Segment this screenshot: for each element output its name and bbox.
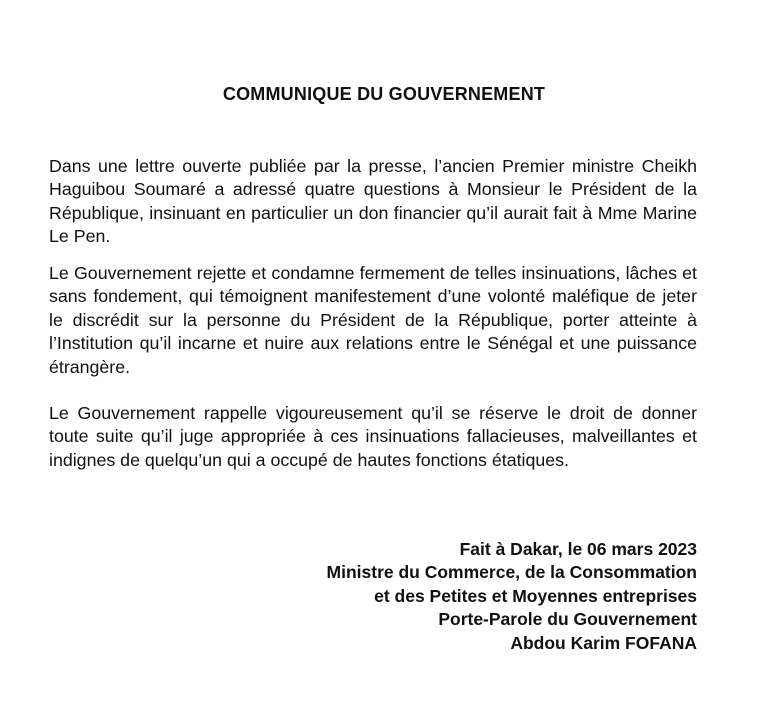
signature-name: Abdou Karim FOFANA [510,632,697,653]
paragraph-2: Le Gouvernement rejette et condamne fermement de telles insinuations, lâches et sans fondement, qui témoignent manifestement d’une volonté maléfique de jeter le discrédit sur la personne du Président de la République, porter atteinte à l’Institution qu’il incarne et nuire aux relations entre le Sénégal et une puissance étrangère. [49,263,697,377]
signature-role-line-3: Porte-Parole du Gouvernement [438,609,697,630]
signature-place-date: Fait à Dakar, le 06 mars 2023 [459,539,697,559]
paragraph-3: Le Gouvernement rappelle vigoureusement qu’il se réserve le droit de donner toute suite qu’il juge appropriée à ces insinuations fallacieuses, malveillantes et indignes de quelqu’un qui a occupé de hautes fonctions étatiques. [49,403,697,470]
signature-role-line-1: Ministre du Commerce, de la Consommation [326,562,697,583]
signature-block [327,538,697,655]
document-title: COMMUNIQUE DU GOUVERNEMENT [222,84,546,104]
signature-role-line-2: et des Petites et Moyennes entreprises [374,585,697,606]
paragraph-1: Dans une lettre ouverte publiée par la presse, l’ancien Premier ministre Cheikh Haguibou Soumaré a adressé quatre questions à Monsieur le Président de la République, insinuant en particulier un don financier qu’il aurait fait à Mme Marine Le Pen. [49,156,697,247]
